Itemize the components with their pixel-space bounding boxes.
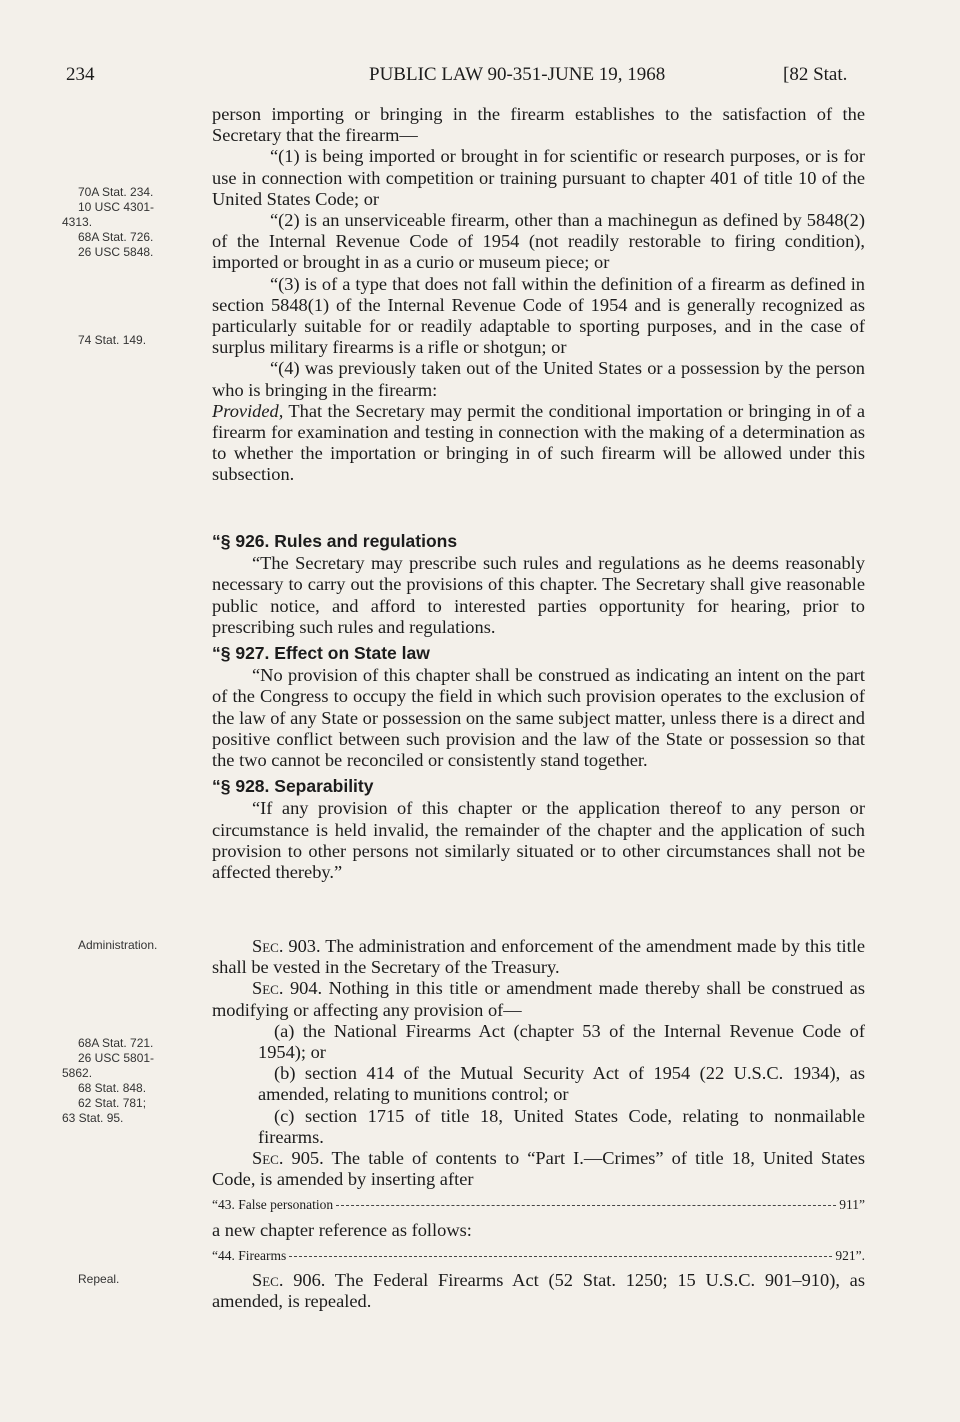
page-title: PUBLIC LAW 90-351-JUNE 19, 1968: [369, 64, 666, 85]
margin-note-line: 5862.: [62, 1066, 93, 1080]
sec-904-text: 904. Nothing in this title or amendment made thereby shall be construed as modifying or affecting any provision of—: [212, 978, 865, 1020]
sec-label: Sec.: [252, 1270, 284, 1291]
margin-note-line: Administration.: [78, 938, 158, 952]
page-number: 234: [66, 64, 95, 85]
margin-note-1: [62, 185, 197, 260]
sec-904-b: (b) section 414 of the Mutual Security Act of 1954 (22 U.S.C. 1934), as amended, relating to munitions control; or: [258, 1063, 865, 1105]
sec-906-text: 906. The Federal Firearms Act (52 Stat. 1250; 15 U.S.C. 901–910), as amended, is repealed.: [212, 1270, 865, 1312]
toc-entry-number: 911”: [839, 1197, 865, 1213]
body-block-2: [212, 528, 865, 883]
margin-note-line: 26 USC 5801-: [78, 1051, 155, 1065]
body-block-3: [212, 936, 865, 1312]
margin-note-line: 63 Stat. 95.: [62, 1111, 124, 1125]
margin-note-2: [62, 333, 197, 348]
margin-note-4: [62, 1036, 197, 1126]
margin-note-line: 68A Stat. 721.: [78, 1036, 154, 1050]
margin-note-line: 62 Stat. 781;: [78, 1096, 147, 1110]
margin-note-line: 4313.: [62, 215, 93, 229]
margin-note-line: 10 USC 4301-: [78, 200, 155, 214]
toc-entry-44: [212, 1245, 865, 1266]
margin-note-line: 68A Stat. 726.: [78, 230, 154, 244]
margin-note-line: 68 Stat. 848.: [78, 1081, 147, 1095]
toc-entry-label: “44. Firearms: [212, 1247, 287, 1263]
sec-label: Sec.: [252, 936, 284, 956]
stat-citation: [82 Stat.: [783, 64, 848, 85]
sec-label: Sec.: [252, 978, 284, 999]
margin-note-5: [62, 1272, 197, 1287]
margin-note-line: 74 Stat. 149.: [78, 333, 147, 347]
item-4: “(4) was previously taken out of the United States or a possession by the person who is bringing in the firearm:: [212, 358, 865, 400]
section-926-heading: “§ 926. Rules and regulations: [212, 531, 458, 551]
provided-word: Provided,: [212, 400, 284, 421]
item-3: “(3) is of a type that does not fall within the definition of a firearm as defined in section 5848(1) of the Internal Revenue Code of 1954 and is generally recognized as particularly suitable for or readily adaptable to sporting purposes, and in the case of surplus military firearms is a rifle or shotgun; or: [212, 273, 865, 358]
toc-leader-dots: [336, 1205, 836, 1206]
sec-label: Sec.: [252, 1148, 284, 1169]
sec-905-text: 905. The table of contents to “Part I.—Crimes” of title 18, United States Code, is amended by inserting after: [212, 1148, 865, 1190]
toc-entry-number: 921”.: [835, 1247, 865, 1263]
sec-903-text: 903. The administration and enforcement of the amendment made by this title shall be vested in the Secretary of the Treasury.: [212, 936, 865, 978]
sec-906-paragraph: [212, 1270, 865, 1312]
margin-note-line: 26 USC 5848.: [78, 245, 154, 259]
margin-note-line: 70A Stat. 234.: [78, 185, 154, 199]
body-block-1: [212, 104, 865, 486]
intro-paragraph: person importing or bringing in the firearm establishes to the satisfaction of the Secretary that the firearm—: [212, 104, 865, 146]
margin-note-line: Repeal.: [78, 1272, 120, 1286]
item-2: “(2) is an unserviceable firearm, other than a machinegun as defined by 5848(2) of the Internal Revenue Code of 1954 (not readily restorable to firing condition), imported or brought in as a curio or museum piece; or: [212, 210, 865, 273]
section-926-text: “The Secretary may prescribe such rules and regulations as he deems reasonably necessary to carry out the provisions of this chapter. The Secretary shall give reasonable public notice, and afford to interested parties opportunity for hearing, prior to prescribing such rules and regulations.: [212, 553, 865, 637]
section-928-text: “If any provision of this chapter or the application thereof to any person or circumstance is held invalid, the remainder of the chapter and the application of such provision to other persons not similarly situated or to other circumstances shall not be affected thereby.”: [212, 798, 865, 883]
proviso-paragraph: [212, 401, 865, 486]
toc-leader-dots: [289, 1256, 832, 1257]
margin-note-3: [62, 938, 197, 953]
section-928-heading: “§ 928. Separability: [212, 776, 374, 797]
sec-903-paragraph: [212, 936, 865, 978]
toc-entry-label: “43. False personation: [212, 1197, 334, 1213]
new-reference-line: a new chapter reference as follows:: [212, 1219, 472, 1240]
sec-904-paragraph: [212, 978, 865, 1020]
toc-entry-43: [212, 1194, 865, 1215]
sec-904-a: (a) the National Firearms Act (chapter 53 of the Internal Revenue Code of 1954); or: [258, 1020, 865, 1063]
sec-904-c: (c) section 1715 of title 18, United States Code, relating to nonmailable firearms.: [258, 1105, 865, 1147]
proviso-text: That the Secretary may permit the conditional importation or bringing in of a firearm for examination and testing in connection with the making of a determination as to whether the importation or bringing in of such firearm will be allowed under this subsection.: [212, 400, 865, 485]
section-927-text: “No provision of this chapter shall be construed as indicating an intent on the part of the Congress to occupy the field in which such provision operates to the exclusion of the law of any State or possession on the same subject matter, unless there is a direct and positive conflict between such provision and the law of the State or possession so that the two cannot be reconciled or consistently stand together.: [212, 665, 865, 771]
sec-905-paragraph: [212, 1148, 865, 1190]
section-927-heading: “§ 927. Effect on State law: [212, 643, 430, 664]
item-1: “(1) is being imported or brought in for scientific or research purposes, or is for use in connection with competition or training pursuant to chapter 401 of title 10 of the United States Code; or: [212, 146, 865, 209]
